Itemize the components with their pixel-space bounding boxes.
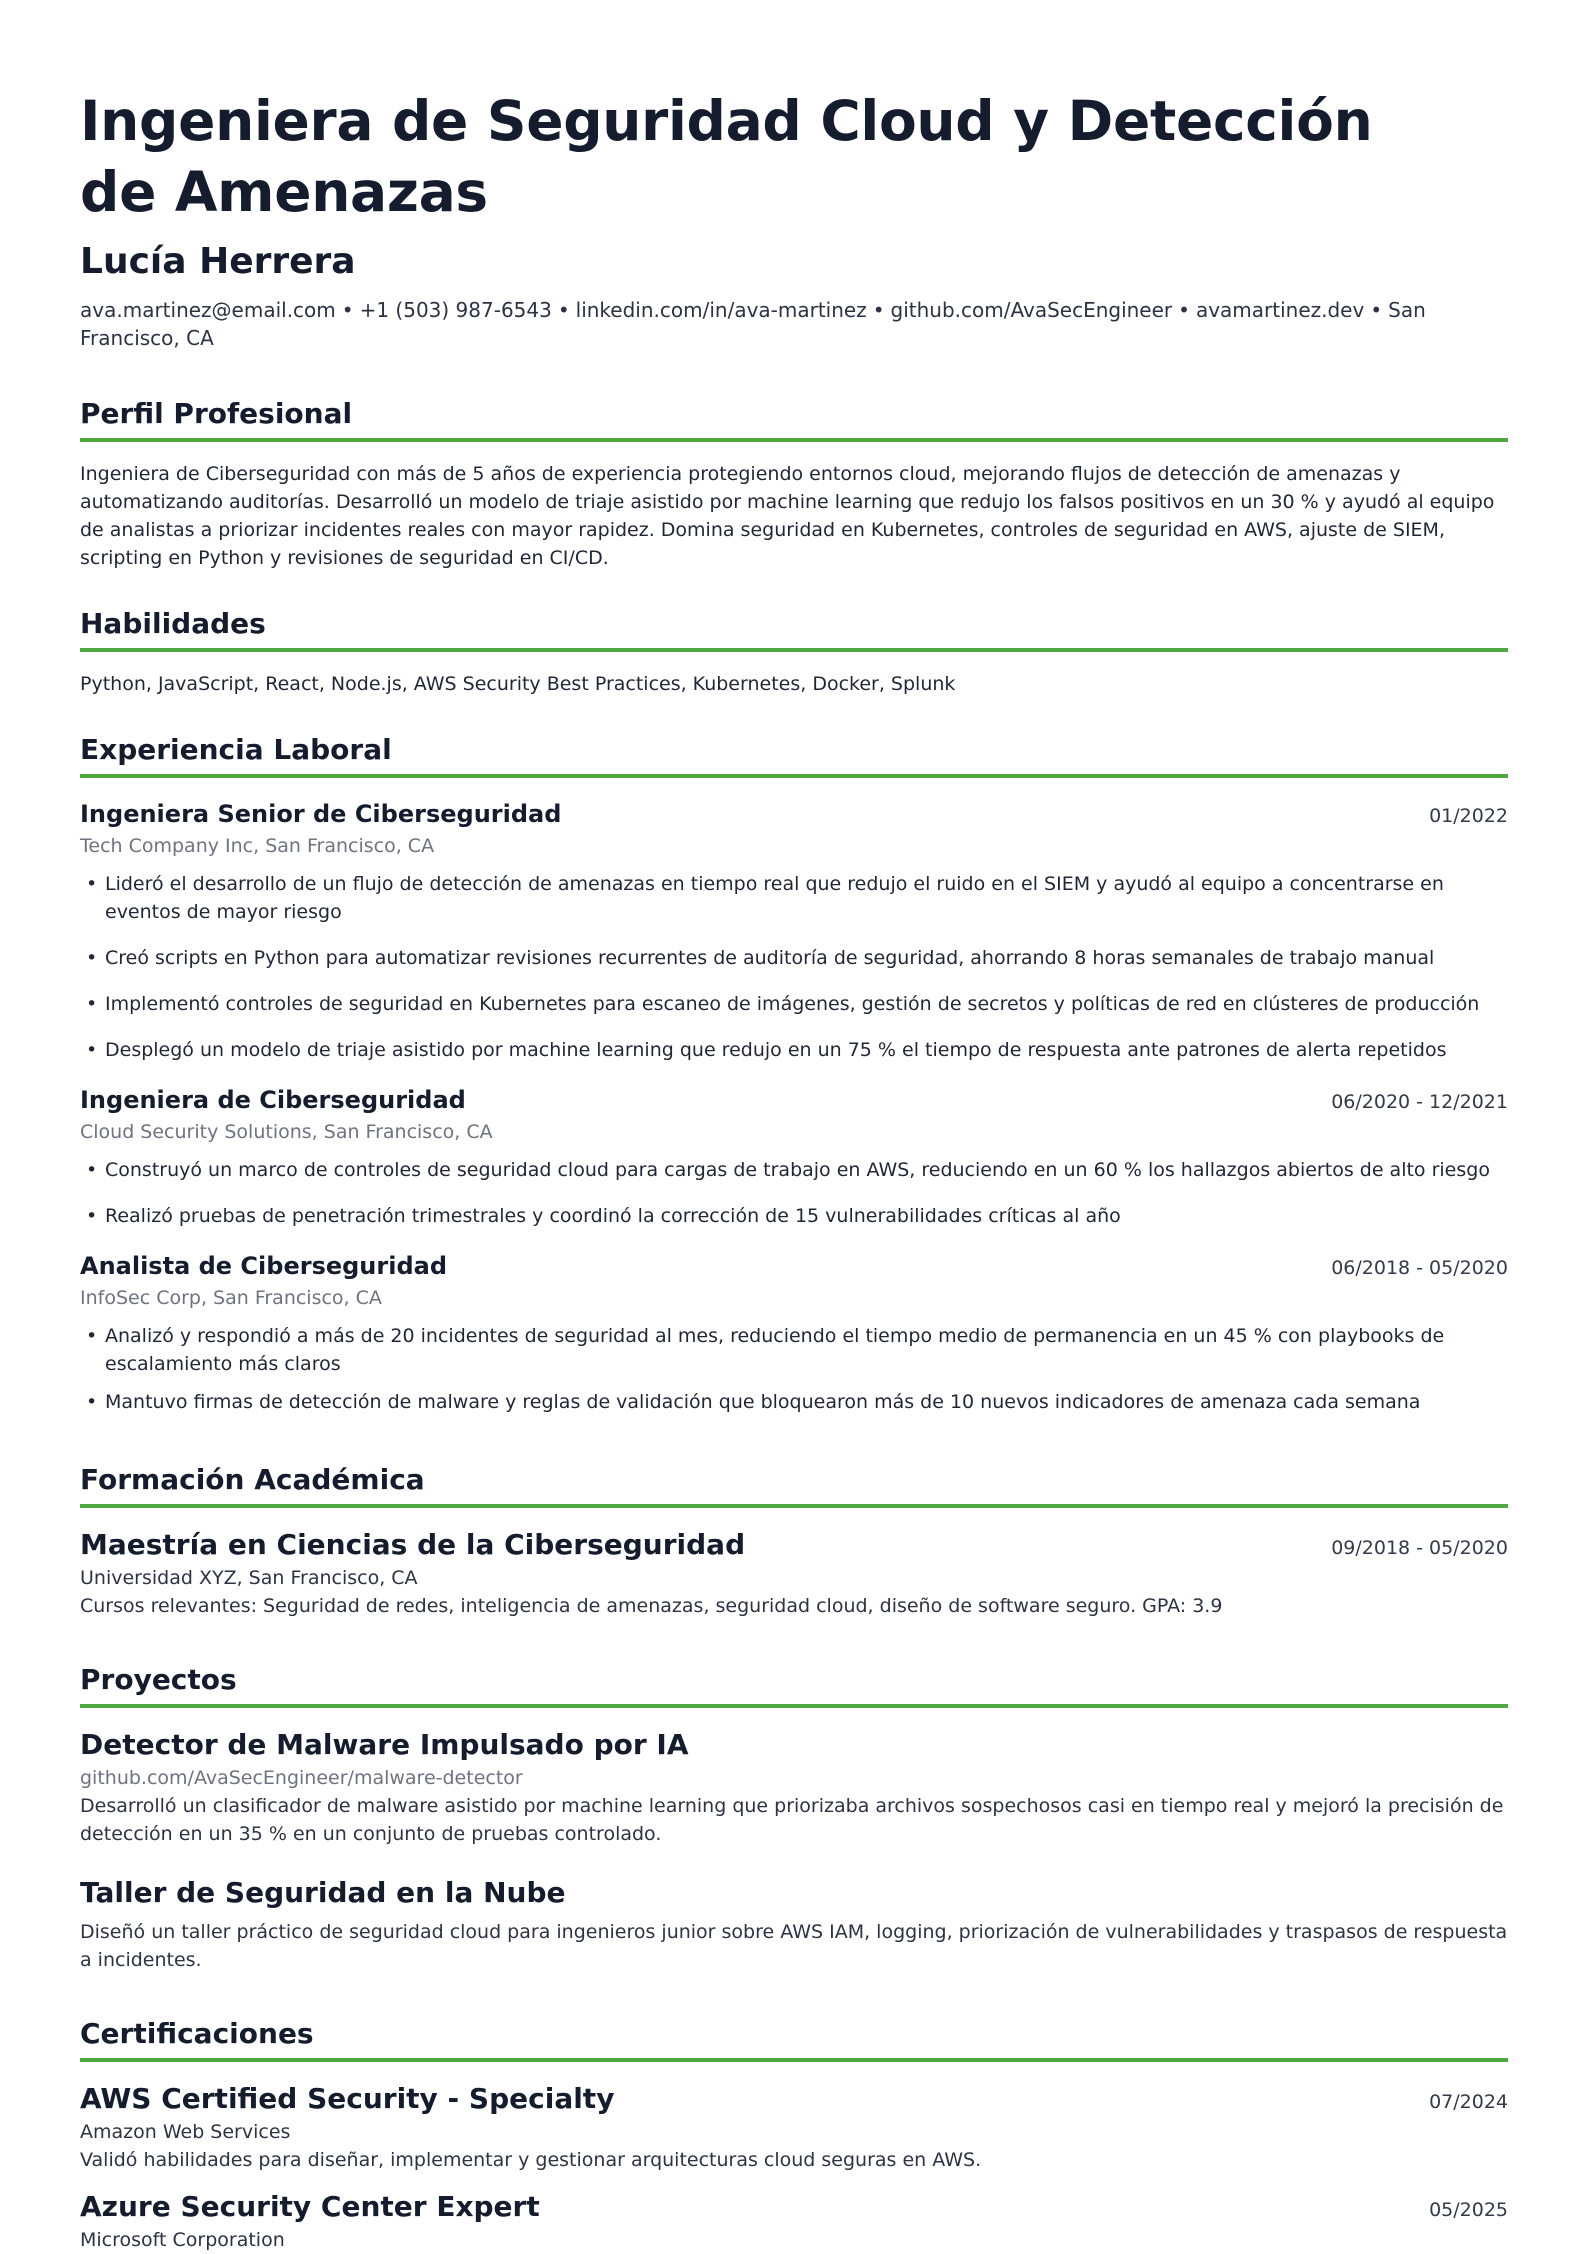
certification-date: 07/2024 xyxy=(1429,2091,1508,2113)
project-entry xyxy=(80,1726,1508,1848)
job-bullet: • Construyó un marco de controles de seguridad cloud para cargas de trabajo en AWS, reduciendo en un 60 % los hallazgos abiertos de alto riesgo xyxy=(80,1156,1508,1184)
profile-section xyxy=(80,396,1508,572)
experience-section xyxy=(80,732,1508,1416)
job-bullet: • Creó scripts en Python para automatizar revisiones recurrentes de auditoría de seguridad, ahorrando 8 horas semanales de trabajo manual xyxy=(80,944,1508,972)
profile-text: Ingeniera de Ciberseguridad con más de 5 años de experiencia protegiendo entornos cloud, mejorando flujos de detección de amenazas y automatizando auditorías. Desarrolló un modelo de triaje asistido por machine learning que redujo los falsos positivos en un 30 % y ayudó al equipo de analistas a priorizar incidentes reales con mayor rapidez. Domina seguridad en Kubernetes, controles de seguridad en AWS, ajuste de SIEM, scripting en Python y revisiones de seguridad en CI/CD. xyxy=(80,463,1495,569)
job-title: Analista de Ciberseguridad xyxy=(80,1252,448,1280)
section-heading: Habilidades xyxy=(80,606,1508,652)
contact-linkedin[interactable]: linkedin.com/in/ava-martinez xyxy=(575,298,867,322)
contact-location: San Francisco, CA xyxy=(80,298,1426,350)
project-title: Detector de Malware Impulsado por IA xyxy=(80,1728,689,1761)
certification-title: AWS Certified Security - Specialty xyxy=(80,2082,615,2115)
section-heading: Formación Académica xyxy=(80,1462,1508,1508)
job-bullet: • Analizó y respondió a más de 20 incidentes de seguridad al mes, reduciendo el tiempo medio de permanencia en un 45 % con playbooks de escalamiento más claros xyxy=(80,1322,1508,1378)
degree-title: Maestría en Ciencias de la Ciberseguridad xyxy=(80,1528,746,1561)
section-heading: Certificaciones xyxy=(80,2016,1508,2062)
certification-title: Azure Security Center Expert xyxy=(80,2190,540,2223)
project-description: Diseñó un taller práctico de seguridad cloud para ingenieros junior sobre AWS IAM, logging, priorización de vulnerabilidades y traspasos de respuesta a incidentes. xyxy=(80,1921,1508,1971)
job-bullet: • Mantuvo firmas de detección de malware y reglas de validación que bloquearon más de 10 nuevos indicadores de amenaza cada semana xyxy=(80,1388,1508,1416)
contact-phone[interactable]: +1 (503) 987-6543 xyxy=(359,298,552,322)
project-entry xyxy=(80,1874,1508,1974)
job-company: Tech Company Inc, San Francisco, CA xyxy=(80,835,435,857)
certification-issuer: Amazon Web Services xyxy=(80,2121,291,2143)
job-entry xyxy=(80,1250,1508,1416)
education-details: Cursos relevantes: Seguridad de redes, inteligencia de amenazas, seguridad cloud, diseño de software seguro. GPA: 3.9 xyxy=(80,1595,1223,1617)
skills-text: Python, JavaScript, React, Node.js, AWS Security Best Practices, Kubernetes, Docker, Splunk xyxy=(80,673,956,695)
job-bullet: • Desplegó un modelo de triaje asistido por machine learning que redujo en un 75 % el tiempo de respuesta ante patrones de alerta repetidos xyxy=(80,1036,1508,1064)
section-heading: Perfil Profesional xyxy=(80,396,1508,442)
project-link[interactable]: github.com/AvaSecEngineer/malware-detector xyxy=(80,1767,523,1789)
section-heading: Proyectos xyxy=(80,1662,1508,1708)
certification-issuer: Microsoft Corporation xyxy=(80,2229,285,2251)
job-entry xyxy=(80,1084,1508,1230)
job-date: 06/2020 - 12/2021 xyxy=(1331,1091,1508,1113)
certification-entry xyxy=(80,2188,1508,2254)
job-date: 01/2022 xyxy=(1429,805,1508,827)
job-bullet: • Lideró el desarrollo de un flujo de detección de amenazas en tiempo real que redujo el ruido en el SIEM y ayudó al equipo a concentrarse en eventos de mayor riesgo xyxy=(80,870,1508,926)
job-bullet: • Implementó controles de seguridad en Kubernetes para escaneo de imágenes, gestión de secretos y políticas de red en clústeres de producción xyxy=(80,990,1508,1018)
certification-entry xyxy=(80,2080,1508,2174)
school-name: Universidad XYZ, San Francisco, CA xyxy=(80,1567,418,1589)
contact-github[interactable]: github.com/AvaSecEngineer xyxy=(890,298,1173,322)
certification-date: 05/2025 xyxy=(1429,2199,1508,2221)
job-entry xyxy=(80,798,1508,1064)
job-bullet: • Realizó pruebas de penetración trimestrales y coordinó la corrección de 15 vulnerabilidades críticas al año xyxy=(80,1202,1508,1230)
job-date: 06/2018 - 05/2020 xyxy=(1331,1257,1508,1279)
section-heading: Experiencia Laboral xyxy=(80,732,1508,778)
certification-description: Validó habilidades para diseñar, implementar y gestionar arquitecturas cloud seguras en AWS. xyxy=(80,2149,982,2171)
education-entry xyxy=(80,1526,1508,1620)
contact-website[interactable]: avamartinez.dev xyxy=(1195,298,1365,322)
job-company: InfoSec Corp, San Francisco, CA xyxy=(80,1287,382,1309)
skills-section xyxy=(80,606,1508,698)
candidate-name: Lucía Herrera xyxy=(80,241,356,282)
certifications-section xyxy=(80,2016,1508,2254)
education-date: 09/2018 - 05/2020 xyxy=(1331,1537,1508,1559)
resume-title: Ingeniera de Seguridad Cloud y Detección de Amenazas xyxy=(80,89,1373,224)
job-company: Cloud Security Solutions, San Francisco, CA xyxy=(80,1121,493,1143)
contact-line: ava.martinez@email.com • +1 (503) 987-6543 • linkedin.com/in/ava-martinez • github.com/AvaSecEngineer • avamartinez.dev • San Francisco, CA xyxy=(80,298,1426,350)
job-title: Ingeniera Senior de Ciberseguridad xyxy=(80,800,562,828)
projects-section xyxy=(80,1662,1508,1974)
contact-email[interactable]: ava.martinez@email.com xyxy=(80,298,336,322)
project-title: Taller de Seguridad en la Nube xyxy=(80,1876,566,1909)
education-section xyxy=(80,1462,1508,1620)
project-description: Desarrolló un clasificador de malware asistido por machine learning que priorizaba archivos sospechosos casi en tiempo real y mejoró la precisión de detección en un 35 % en un conjunto de pruebas controlado. xyxy=(80,1795,1504,1845)
job-title: Ingeniera de Ciberseguridad xyxy=(80,1086,466,1114)
